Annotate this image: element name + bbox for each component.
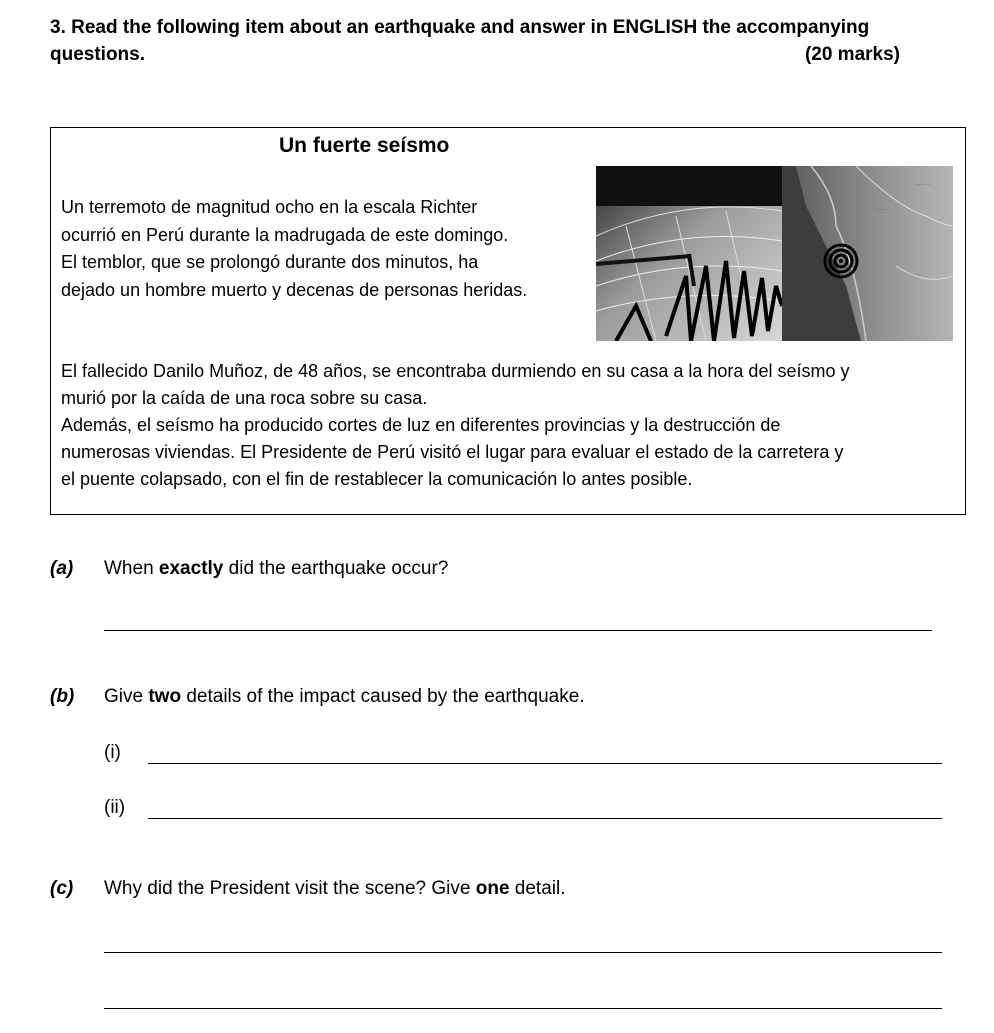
part-a-text: When	[104, 558, 159, 579]
part-b-sub-i-label: (i)	[104, 742, 121, 763]
article-line: El temblor, que se prolongó durante dos minutos, ha	[61, 252, 479, 272]
question-instruction-cont: questions.	[50, 44, 146, 65]
article-box	[50, 127, 966, 515]
answer-line-b-i[interactable]	[148, 763, 942, 764]
article-line: numerosas viviendas. El Presidente de Perú visitó el lugar para evaluar el estado de la carretera y	[61, 442, 844, 462]
answer-line-b-ii[interactable]	[148, 818, 942, 819]
svg-text:· · · ·: · · · ·	[876, 207, 888, 213]
answer-line-a[interactable]	[104, 630, 932, 631]
seismograph-image	[596, 166, 782, 341]
part-c-question	[104, 878, 566, 900]
part-b-question	[104, 686, 585, 708]
svg-text:· · · · ·: · · · · ·	[916, 182, 931, 188]
question-instruction: Read the following item about an earthquake and answer in ENGLISH the accompanying	[71, 17, 870, 38]
article-title: Un fuerte seísmo	[279, 134, 450, 157]
article-line: ocurrió en Perú durante la madrugada de este domingo.	[61, 224, 509, 245]
part-a-label: (a)	[50, 558, 74, 579]
article-line: Además, el seísmo ha producido cortes de luz en diferentes provincias y la destrucción de	[61, 415, 781, 435]
question-heading	[50, 14, 910, 68]
part-b-text: Give	[104, 686, 149, 707]
part-a-question	[104, 558, 448, 580]
part-c-text-end: detail.	[509, 878, 566, 899]
map-image	[782, 166, 953, 341]
part-b-label: (b)	[50, 686, 75, 707]
article-paragraph-1	[61, 194, 601, 304]
article-line: El fallecido Danilo Muñoz, de 48 años, se encontraba durmiendo en su casa a la hora del seísmo y	[61, 361, 850, 381]
part-c-label: (c)	[50, 878, 74, 899]
article-line: murió por la caída de una roca sobre su casa.	[61, 388, 428, 408]
article-line: el puente colapsado, con el fin de restablecer la comunicación lo antes posible.	[61, 469, 693, 489]
svg-text:· · ·: · · ·	[916, 272, 924, 278]
question-marks: (20 marks)	[804, 44, 900, 65]
part-a-emphasis: exactly	[158, 558, 224, 579]
answer-line-c-2[interactable]	[104, 1008, 942, 1009]
part-c-text: Why did the President visit the scene? Give	[104, 878, 476, 899]
part-a-text-end: did the earthquake occur?	[223, 558, 449, 579]
earthquake-images	[596, 166, 953, 341]
part-b-emphasis: two	[148, 686, 182, 707]
article-line: Un terremoto de magnitud ocho en la escala Richter	[61, 197, 478, 217]
article-paragraph-2	[61, 358, 961, 493]
question-number: 3.	[50, 17, 66, 38]
article-line: dejado un hombre muerto y decenas de personas heridas.	[61, 279, 528, 300]
part-c-emphasis: one	[475, 878, 510, 899]
part-b-sub-ii-label: (ii)	[104, 797, 126, 818]
answer-line-c-1[interactable]	[104, 952, 942, 953]
part-b-text-end: details of the impact caused by the earthquake.	[181, 686, 585, 707]
